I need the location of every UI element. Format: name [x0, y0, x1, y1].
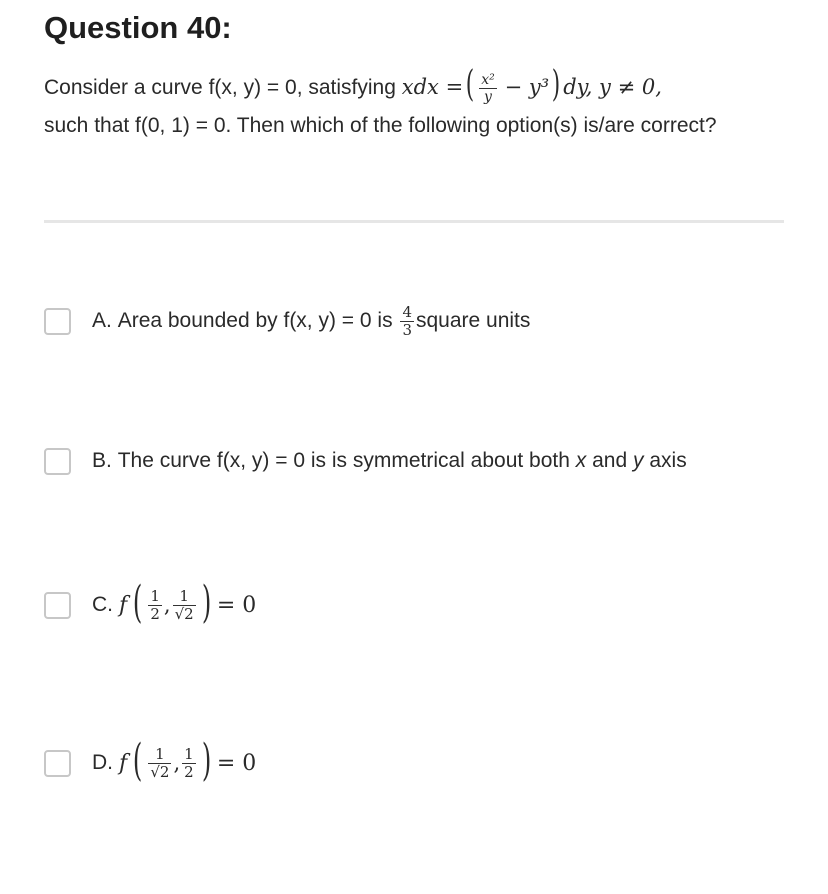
- option-c-comma: ,: [163, 593, 171, 617]
- equation-fraction-numerator: x²: [481, 71, 495, 88]
- question-text: [44, 64, 794, 145]
- option-c-checkbox[interactable]: [44, 592, 71, 619]
- equation-minus-term: − y³: [504, 75, 550, 99]
- option-c-left-paren: (: [133, 577, 143, 628]
- option-d-arg1-numerator: 1: [148, 747, 171, 764]
- option-b[interactable]: [44, 441, 804, 481]
- option-c-func: f: [119, 592, 128, 618]
- option-c-arg2: [173, 586, 196, 623]
- option-a-text-after: square units: [415, 309, 531, 332]
- option-a-text-before: Area bounded by f(x, y) = 0 is: [117, 309, 393, 332]
- equation-fraction: [479, 73, 497, 104]
- option-d-equals: = 0: [216, 750, 257, 776]
- question-line1-prefix: Consider a curve: [44, 76, 203, 99]
- option-b-checkbox[interactable]: [44, 448, 71, 475]
- equation-fraction-denominator: y: [484, 88, 492, 105]
- option-a-text: [92, 302, 531, 339]
- option-d-comma: ,: [173, 751, 181, 775]
- option-d-arg2: [182, 744, 196, 781]
- option-d-left-paren: (: [133, 735, 143, 786]
- option-c-arg1-numerator: 1: [150, 586, 160, 605]
- divider: [44, 220, 784, 223]
- option-c-right-paren: ): [201, 577, 211, 628]
- option-a-label: A.: [92, 309, 112, 332]
- option-c-arg2-denominator: √2: [174, 604, 194, 623]
- question-satisfying: satisfying: [308, 76, 396, 99]
- option-b-text: [92, 449, 687, 473]
- option-c-text: [92, 577, 257, 628]
- option-d-checkbox[interactable]: [44, 750, 71, 777]
- option-d-right-paren: ): [201, 735, 211, 786]
- option-b-text-prefix: The curve f(x, y) = 0 is is symmetrical about both: [117, 449, 570, 472]
- option-c-arg1-denominator: 2: [150, 604, 160, 623]
- question-title: Question 40:: [44, 10, 232, 45]
- option-c[interactable]: [44, 577, 804, 628]
- option-b-text-suffix: axis: [649, 449, 687, 472]
- option-a-fraction: [400, 302, 414, 339]
- option-b-label: B.: [92, 449, 112, 472]
- option-c-arg1: [148, 586, 162, 623]
- option-d-label: D.: [92, 751, 113, 774]
- left-paren: (: [465, 64, 475, 106]
- option-b-var-x: x: [575, 449, 587, 472]
- question-line2: such that f(0, 1) = 0. Then which of the following option(s) is/are correct?: [44, 114, 717, 137]
- option-a-checkbox[interactable]: [44, 308, 71, 335]
- option-b-var-y: y: [633, 449, 644, 472]
- option-d-text: [92, 735, 257, 786]
- option-d-arg2-numerator: 1: [184, 744, 194, 763]
- option-c-label: C.: [92, 593, 113, 616]
- question-fxy: f(x, y) = 0,: [208, 76, 303, 99]
- option-a-fraction-denominator: 3: [402, 320, 412, 339]
- option-d-func: f: [119, 750, 128, 776]
- option-b-and: and: [592, 449, 628, 472]
- option-a[interactable]: [44, 301, 804, 341]
- equation-lhs: xdx =: [401, 75, 464, 99]
- equation-tail: dy, y ≠ 0,: [563, 75, 662, 99]
- option-a-fraction-numerator: 4: [402, 302, 412, 321]
- option-d-arg1-denominator: √2: [150, 762, 170, 781]
- right-paren: ): [551, 64, 561, 106]
- option-d-arg1: [148, 744, 171, 781]
- option-d-arg2-denominator: 2: [184, 762, 194, 781]
- option-c-arg2-numerator: 1: [173, 589, 196, 606]
- option-c-equals: = 0: [216, 592, 257, 618]
- option-d[interactable]: [44, 735, 804, 786]
